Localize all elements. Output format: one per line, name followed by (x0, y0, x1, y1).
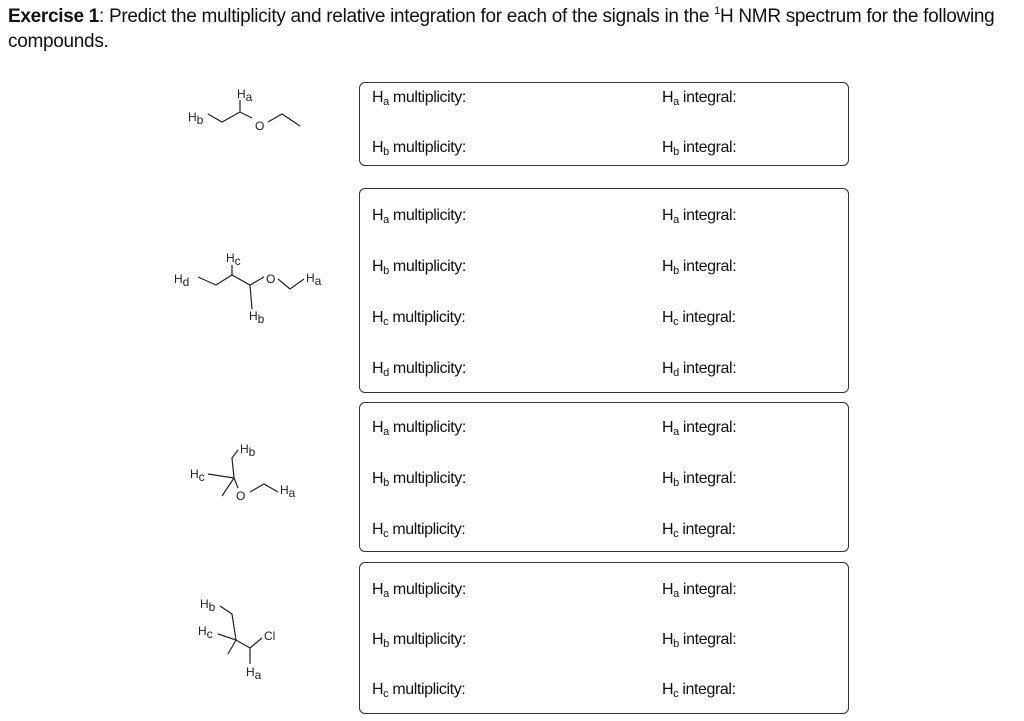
hb-integral-label: $H_b$ integral: (662, 139, 737, 158)
hd-integral-label: $H_d$ integral: (662, 360, 737, 379)
signal-row-hb (360, 256, 848, 278)
hb-multiplicity-label: $H_b$ multiplicity: (372, 631, 466, 650)
answer-box-compound-4 (359, 562, 849, 714)
hb-label: Hb (200, 597, 216, 614)
signal-row-hb (360, 629, 848, 651)
exercise-number: Exercise 1 (8, 6, 100, 27)
bond-hc (218, 634, 236, 640)
hd-label: Hd (174, 272, 190, 289)
ha-label: Ha (306, 271, 322, 288)
bond-hc (208, 474, 234, 478)
hc-label: Hc (190, 467, 205, 484)
bond-ethyl (278, 279, 304, 289)
hb-multiplicity-label: $H_b$ multiplicity: (372, 470, 466, 489)
bond-o (234, 478, 238, 488)
structure-compound-1 (180, 82, 310, 142)
title-text-pre: : Predict the multiplicity and relative integration for each of the signals in the (99, 6, 715, 27)
bond-chain (198, 275, 264, 285)
answer-box-compound-3 (359, 402, 849, 552)
ha-integral-label: $H_a$ integral: (662, 89, 737, 108)
signal-row-hb (360, 137, 848, 159)
ha-multiplicity-label: $H_a$ multiplicity: (372, 581, 466, 600)
exercise-title (8, 4, 1020, 54)
hb-integral-label: $H_b$ integral: (662, 631, 737, 650)
bond-chain (208, 112, 252, 122)
hc-integral-label: $H_c$ integral: (662, 681, 736, 700)
oxygen-label: O (236, 489, 246, 503)
chlorine-label: Cl (264, 629, 276, 643)
bond-chain (236, 640, 250, 648)
signal-row-hc (360, 679, 848, 701)
hc-multiplicity-label: $H_c$ multiplicity: (372, 309, 466, 328)
signal-row-ha (360, 417, 848, 439)
ha-label: Ha (237, 87, 253, 104)
answer-box-compound-1 (359, 82, 849, 166)
bond-methyl (222, 478, 234, 496)
hb-label: Hb (240, 442, 256, 459)
oxygen-label: O (255, 119, 265, 133)
structure-compound-3 (180, 436, 320, 516)
answer-box-compound-2 (359, 188, 849, 393)
ha-integral-label: $H_a$ integral: (662, 581, 737, 600)
bond-ethyl (268, 114, 300, 126)
hd-multiplicity-label: $H_d$ multiplicity: (372, 360, 466, 379)
ha-integral-label: $H_a$ integral: (662, 207, 737, 226)
title-text-post: H NMR spectrum for the following compounds. (8, 6, 995, 52)
hc-label: Hc (198, 624, 213, 641)
signal-row-ha (360, 87, 848, 109)
signal-row-ha (360, 205, 848, 227)
signal-row-ha (360, 579, 848, 601)
signal-row-hb (360, 468, 848, 490)
bond-ethyl (250, 484, 278, 492)
bond-methyl (228, 640, 236, 654)
hb-multiplicity-label: $H_b$ multiplicity: (372, 258, 466, 277)
hc-integral-label: $H_c$ integral: (662, 309, 736, 328)
bond-cl (250, 638, 262, 648)
bond-hb (250, 285, 252, 309)
title-superscript: 1 (714, 5, 720, 17)
hb-multiplicity-label: $H_b$ multiplicity: (372, 139, 466, 158)
structure-compound-4 (190, 590, 310, 690)
ha-multiplicity-label: $H_a$ multiplicity: (372, 207, 466, 226)
ha-multiplicity-label: $H_a$ multiplicity: (372, 89, 466, 108)
hb-integral-label: $H_b$ integral: (662, 258, 737, 277)
hb-integral-label: $H_b$ integral: (662, 470, 737, 489)
signal-row-hd (360, 358, 848, 380)
hc-multiplicity-label: $H_c$ multiplicity: (372, 681, 466, 700)
hc-multiplicity-label: $H_c$ multiplicity: (372, 521, 466, 540)
ha-integral-label: $H_a$ integral: (662, 419, 737, 438)
hc-integral-label: $H_c$ integral: (662, 521, 736, 540)
hc-label: Hc (226, 251, 241, 268)
hb-label: Hb (188, 110, 204, 127)
bond-hb (232, 450, 238, 478)
hb-label: Hb (249, 309, 265, 326)
ha-label: Ha (280, 483, 296, 500)
ha-label: Ha (246, 665, 262, 682)
signal-row-hc (360, 307, 848, 329)
structure-compound-2 (170, 245, 340, 330)
signal-row-hc (360, 519, 848, 541)
ha-multiplicity-label: $H_a$ multiplicity: (372, 419, 466, 438)
oxygen-label: O (266, 272, 276, 286)
